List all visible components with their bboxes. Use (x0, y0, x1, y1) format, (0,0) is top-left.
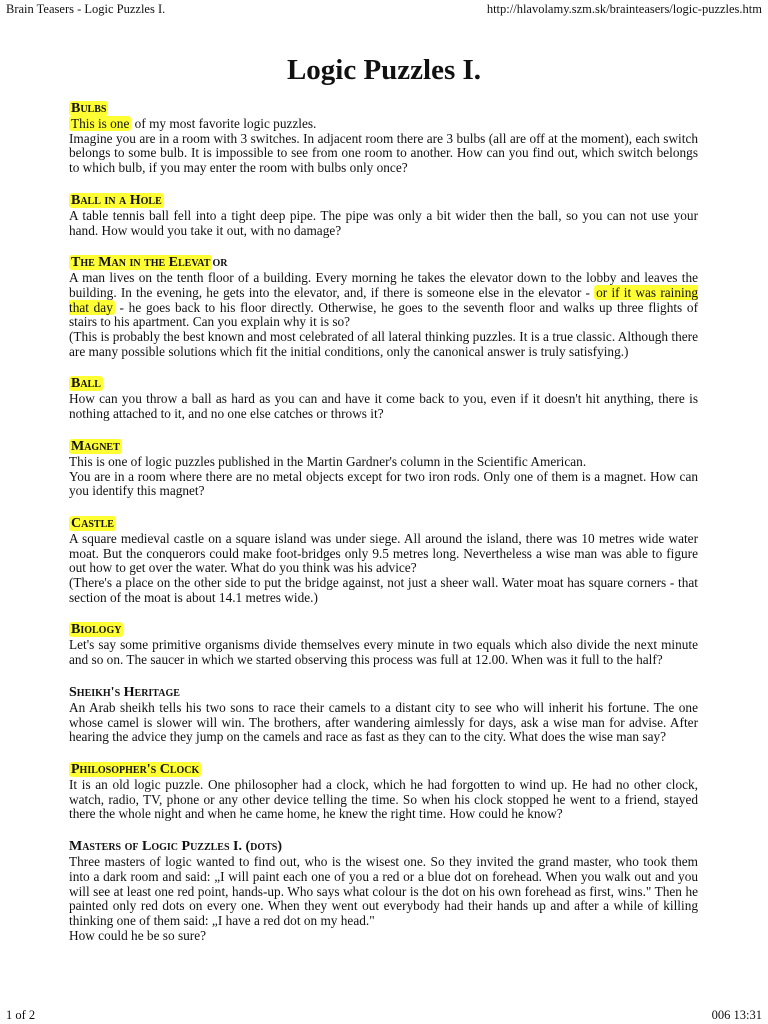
puzzle-list (69, 100, 698, 959)
header-page-title: Brain Teasers - Logic Puzzles I. (6, 2, 166, 16)
puzzle-title-rest: or (212, 255, 228, 271)
puzzle-title (69, 375, 698, 392)
puzzle-note: (This is probably the best known and most celebrated of all lateral thinking puzzles. It is a true classic. Although there are many possible solutions which fit the initial conditions, only the canonical answer is truly satisfying.) (69, 329, 698, 359)
puzzle-title (69, 100, 698, 117)
puzzle-note: (There's a place on the other side to put the bridge against, not just a sheer wall. Water moat has square corners - that section of the moat is about 14.1 metres wide.) (69, 575, 698, 605)
puzzle-title (69, 254, 698, 271)
puzzle-text: How can you throw a ball as hard as you can and have it come back to you, even if it doesn't hit anything, there is nothing attached to it, and no one else catches or throws it? (69, 391, 698, 422)
highlight: Biology (71, 622, 122, 638)
puzzle-title: Sheikh's Heritage (69, 684, 180, 700)
highlight: Ball in a Hole (71, 192, 162, 208)
puzzle-castle (69, 515, 698, 606)
footer-timestamp: 006 13:31 (711, 1008, 762, 1022)
header-url: http://hlavolamy.szm.sk/brainteasers/logic-puzzles.htm (486, 2, 762, 16)
puzzle-text: An Arab sheikh tells his two sons to race their camels to a distant city to see who will inherit his fortune. The one whose camel is slower will win. The brothers, after wandering aimlessly for days, ask a wise man for advise. After hearing the advice they jump on the camels and race as fast as they can to the city. What does the wise man say? (69, 699, 698, 745)
puzzle-ball (69, 375, 698, 421)
puzzle-text: It is an old logic puzzle. One philosopher had a clock, which he had forgotten to wind up. He had no other clock, watch, radio, TV, phone or any other device telling the time. So when his clock stopped he went to a friend, stayed there the whole night and when he came home, he knew the right time. How could he know? (69, 776, 698, 822)
highlight: Ball (71, 376, 101, 392)
puzzle-text (69, 117, 698, 132)
puzzle-title (69, 192, 698, 209)
puzzle-bulbs (69, 100, 698, 176)
puzzle-sheikhs-heritage (69, 684, 698, 745)
puzzle-text: Let's say some primitive organisms divide themselves every minute in two equals which also divide the next minute and so on. The saucer in which we started observing this process was full at 12.00. When was it full to the half? (69, 637, 698, 668)
puzzle-title (69, 515, 698, 532)
puzzle-ball-in-a-hole (69, 192, 698, 238)
puzzle-text: A square medieval castle on a square island was under siege. All around the island, there was 10 metres wide water moat. But the conquerors could make foot-bridges only 9.5 metres long. Nevertheless a wise man was able to figure out how to get over the water. What do you think was his advice? (69, 530, 698, 576)
puzzle-philosophers-clock (69, 761, 698, 822)
highlight: The Man in the Elevat (71, 255, 211, 271)
highlight: Philosopher's Clock (71, 761, 200, 777)
puzzle-text: How could he be so sure? (69, 927, 206, 943)
puzzle-biology (69, 621, 698, 667)
puzzle-text-fragment: of my most favorite logic puzzles. (131, 116, 317, 131)
highlight: This is one (71, 116, 130, 131)
puzzle-text-fragment: A man lives on the tenth floor of a building. Every morning he takes the elevator down to the lobby and leaves the building. In the evening, he gets into the elevator, and, if there is someone else in the elevator - (69, 270, 698, 300)
puzzle-text: Imagine you are in a room with 3 switches. In adjacent room there are 3 bulbs (all are off at the moment), each switch belongs to some bulb. It is impossible to see from one room to another. How can you find out, which switch belongs to which bulb, if you may enter the room with bulbs only once? (69, 130, 698, 176)
puzzle-magnet (69, 438, 698, 499)
highlight: Bulbs (71, 101, 107, 116)
puzzle-text: This is one of logic puzzles published in the Martin Gardner's column in the Scientific American. (69, 453, 587, 469)
highlight: Magnet (71, 438, 120, 454)
puzzle-title (69, 621, 698, 638)
puzzle-title: Masters of Logic Puzzles I. (dots) (69, 839, 283, 855)
puzzle-text: A table tennis ball fell into a tight deep pipe. The pipe was only a bit wider then the ball, so you can not use your hand. How would you take it out, with no damage? (69, 207, 698, 238)
puzzle-text: Three masters of logic wanted to find out, who is the wisest one. So they invited the grand master, who took them into a dark room and said: „I will paint each one of you a red or a blue dot on forehead. When you walk out and you will see at least one red point, hands-up. Who says what colour is the dot on his own forehead as first, wins." Then he painted only red dots on every one. When they went out everybody had their hands up and after a while of killing thinking one of them said: „I have a red dot on my head." (69, 854, 698, 928)
puzzle-text: You are in a room where there are no metal objects except for two iron rods. Only one of them is a magnet. How can you identify this magnet? (69, 468, 698, 499)
page-title: Logic Puzzles I. (286, 54, 482, 86)
highlight: or if it was raining that day (69, 284, 698, 315)
puzzle-man-in-elevator (69, 254, 698, 359)
puzzle-masters-of-logic (69, 838, 698, 943)
puzzle-text-fragment: - he goes back to his floor directly. Otherwise, he goes to the seventh floor and walks up three flights of stairs to his apartment. Can you explain why it is so? (69, 299, 698, 330)
puzzle-text (69, 271, 698, 330)
highlight: Castle (71, 515, 114, 531)
footer-page-number: 1 of 2 (6, 1008, 36, 1022)
puzzle-title (69, 438, 698, 455)
puzzle-title (69, 761, 698, 778)
